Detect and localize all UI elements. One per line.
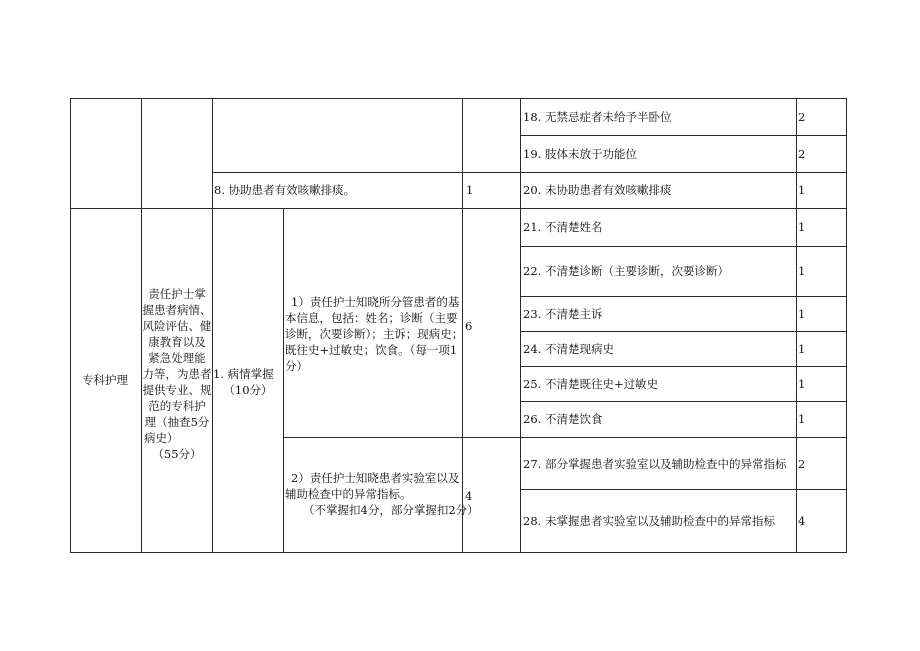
deduction-item-19: 19. 肢体未放于功能位 <box>523 147 637 161</box>
requirement-line: 理（抽查5分 <box>144 415 210 429</box>
deduction-item-20: 20. 未协助患者有效咳嗽排痰 <box>523 183 672 197</box>
category-label: 专科护理 <box>82 373 128 387</box>
sub-item-line: （10分） <box>223 383 273 397</box>
sub-item <box>213 366 283 398</box>
criterion-8: 8. 协助患者有效咳嗽排痰。 <box>214 183 356 197</box>
deduction-score-23: 1 <box>798 307 806 321</box>
criterion-1-points: 6 <box>465 319 473 333</box>
criterion-line: 既往史+过敏史；饮食。（每一项1 <box>285 343 458 357</box>
deduction-score-25: 1 <box>798 377 806 391</box>
section-requirement <box>142 286 212 462</box>
deduction-score-27: 2 <box>798 457 806 471</box>
requirement-line: 范的专科护 <box>148 399 206 413</box>
deduction-item-25: 25. 不清楚既往史+过敏史 <box>523 377 659 391</box>
requirement-line: 紧急处理能 <box>148 351 206 365</box>
criterion-line: 2）责任护士知晓患者实验室以及 <box>291 471 460 485</box>
deduction-score-19: 2 <box>798 147 806 161</box>
deduction-item-24: 24. 不清楚现病史 <box>523 342 614 356</box>
criterion-line: 诊断，次要诊断）；主诉；现病史； <box>285 327 464 341</box>
requirement-line: 力等，为患者 <box>142 367 212 381</box>
requirement-line: 提供专业、规 <box>142 383 212 397</box>
deduction-item-22: 22. 不清楚诊断（主要诊断，次要诊断） <box>523 264 729 278</box>
requirement-line: 风险评估、健 <box>142 319 212 333</box>
requirement-line: （55分） <box>152 447 202 461</box>
sub-item-line: 1. 病情掌握 <box>213 367 274 381</box>
deduction-score-28: 4 <box>798 514 806 528</box>
requirement-line: 病史） <box>144 431 179 445</box>
requirement-line: 康教育以及 <box>148 335 206 349</box>
criterion-line: 本信息，包括：姓名；诊断（主要 <box>285 311 458 325</box>
criterion-8-points: 1 <box>466 183 474 197</box>
deduction-item-21: 21. 不清楚姓名 <box>523 220 603 234</box>
deduction-score-20: 1 <box>798 183 806 197</box>
deduction-item-28: 28. 未掌握患者实验室以及辅助检查中的异常指标 <box>523 514 775 528</box>
criterion-line: 辅助检查中的异常指标。 <box>285 487 412 501</box>
deduction-score-26: 1 <box>798 412 806 426</box>
deduction-score-24: 1 <box>798 342 806 356</box>
criterion-line: 分） <box>285 359 308 373</box>
deduction-score-18: 2 <box>798 110 806 124</box>
criterion-2-points: 4 <box>465 489 473 503</box>
criterion-1 <box>285 294 463 374</box>
deduction-item-18: 18. 无禁忌症者未给予半卧位 <box>523 110 672 124</box>
deduction-item-26: 26. 不清楚饮食 <box>523 412 603 426</box>
deduction-score-21: 1 <box>798 220 806 234</box>
criterion-2 <box>285 470 479 518</box>
requirement-line: 责任护士掌 <box>148 287 206 301</box>
deduction-score-22: 1 <box>798 264 806 278</box>
deduction-item-27: 27. 部分掌握患者实验室以及辅助检查中的异常指标 <box>523 457 787 471</box>
deduction-item-23: 23. 不清楚主诉 <box>523 307 603 321</box>
criterion-line: 1）责任护士知晓所分管患者的基 <box>291 295 460 309</box>
criterion-line: （不掌握扣4分，部分掌握扣2分） <box>303 503 479 517</box>
requirement-line: 握患者病情、 <box>142 303 212 317</box>
